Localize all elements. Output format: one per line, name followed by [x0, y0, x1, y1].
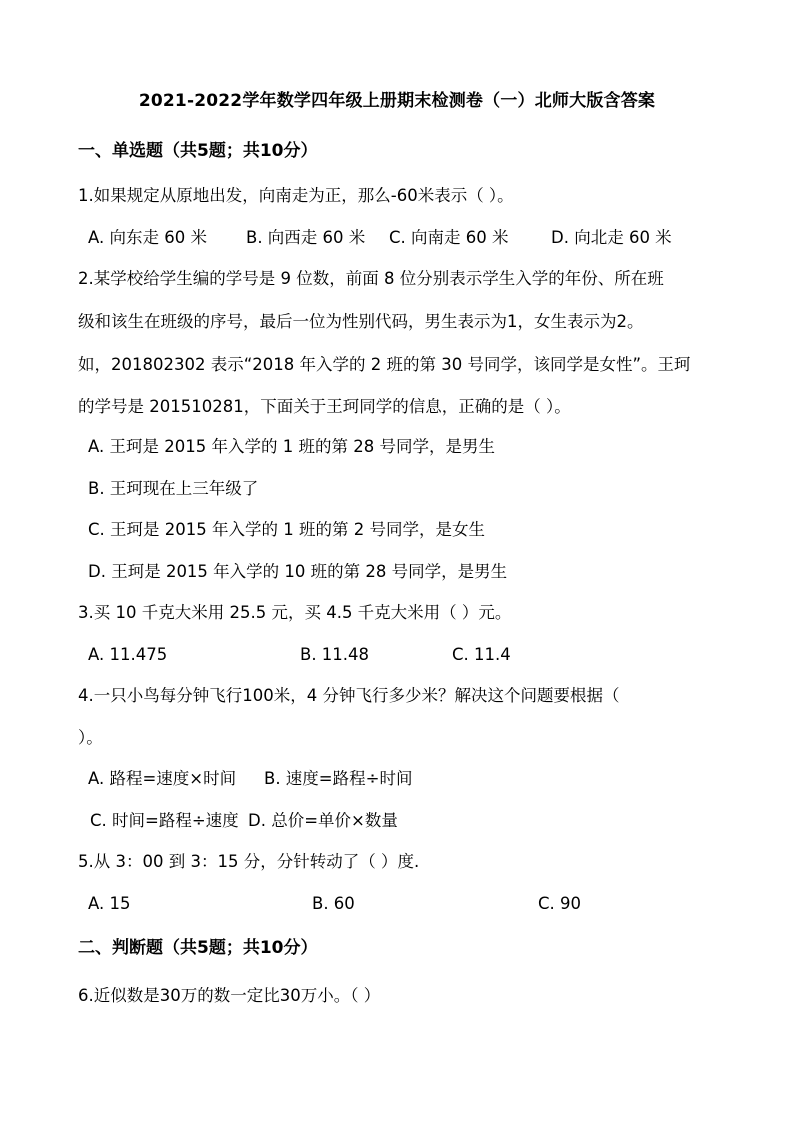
question-1-stem: 1.如果规定从原地出发，向南走为正，那么-60米表示（ ）。 — [78, 186, 514, 205]
question-4-line-2: ）。 — [78, 728, 103, 747]
question-2-line-1: 2.某学校给学生编的学号是 9 位数，前面 8 位分别表示学生入学的年份、所在班 — [78, 269, 664, 288]
question-2-line-2: 级和该生在班级的序号，最后一位为性别代码，男生表示为1，女生表示为2。 — [78, 312, 644, 331]
question-1-option-d: D. 向北走 60 米 — [551, 228, 672, 247]
question-4-option-b: B. 速度=路程÷时间 — [264, 769, 413, 788]
question-5-option-a: A. 15 — [88, 894, 131, 913]
question-3-stem: 3.买 10 千克大米用 25.5 元，买 4.5 千克大米用（ ）元。 — [78, 603, 512, 622]
question-2-option-a: A. 王珂是 2015 年入学的 1 班的第 28 号同学，是男生 — [88, 437, 495, 456]
question-2-option-c: C. 王珂是 2015 年入学的 1 班的第 2 号同学，是女生 — [88, 520, 485, 539]
question-4-option-c: C. 时间=路程÷速度 — [90, 811, 239, 830]
question-2-option-d: D. 王珂是 2015 年入学的 10 班的第 28 号同学，是男生 — [88, 562, 508, 581]
question-5-option-c: C. 90 — [538, 894, 582, 913]
question-4-option-a: A. 路程=速度×时间 — [88, 769, 237, 788]
section-heading-true-false: 二、判断题（共5题；共10分） — [78, 938, 318, 958]
question-3-option-c: C. 11.4 — [452, 645, 511, 664]
question-6-stem: 6.近似数是30万的数一定比30万小。（ ） — [78, 986, 381, 1005]
question-2-line-4: 的学号是 201510281，下面关于王珂同学的信息，正确的是（ ）。 — [78, 397, 571, 416]
question-4-line-1: 4.一只小鸟每分钟飞行100米，4 分钟飞行多少米？解决这个问题要根据（ — [78, 686, 620, 705]
question-2-option-b: B. 王珂现在上三年级了 — [88, 479, 259, 498]
question-5-option-b: B. 60 — [312, 894, 355, 913]
question-1-option-c: C. 向南走 60 米 — [389, 228, 509, 247]
question-1-option-a: A. 向东走 60 米 — [88, 228, 207, 247]
question-1-option-b: B. 向西走 60 米 — [246, 228, 366, 247]
question-3-option-a: A. 11.475 — [88, 645, 168, 664]
question-2-line-3: 如，201802302 表示“2018 年入学的 2 班的第 30 号同学，该同学是女性”。王珂 — [78, 355, 691, 374]
question-4-option-d: D. 总价=单价×数量 — [248, 811, 398, 830]
page-title: 2021-2022学年数学四年级上册期末检测卷（一）北师大版含答案 — [138, 91, 656, 111]
section-heading-single-choice: 一、单选题（共5题；共10分） — [78, 141, 318, 161]
question-3-option-b: B. 11.48 — [300, 645, 370, 664]
question-5-stem: 5.从 3：00 到 3：15 分，分针转动了（ ）度. — [78, 852, 420, 871]
